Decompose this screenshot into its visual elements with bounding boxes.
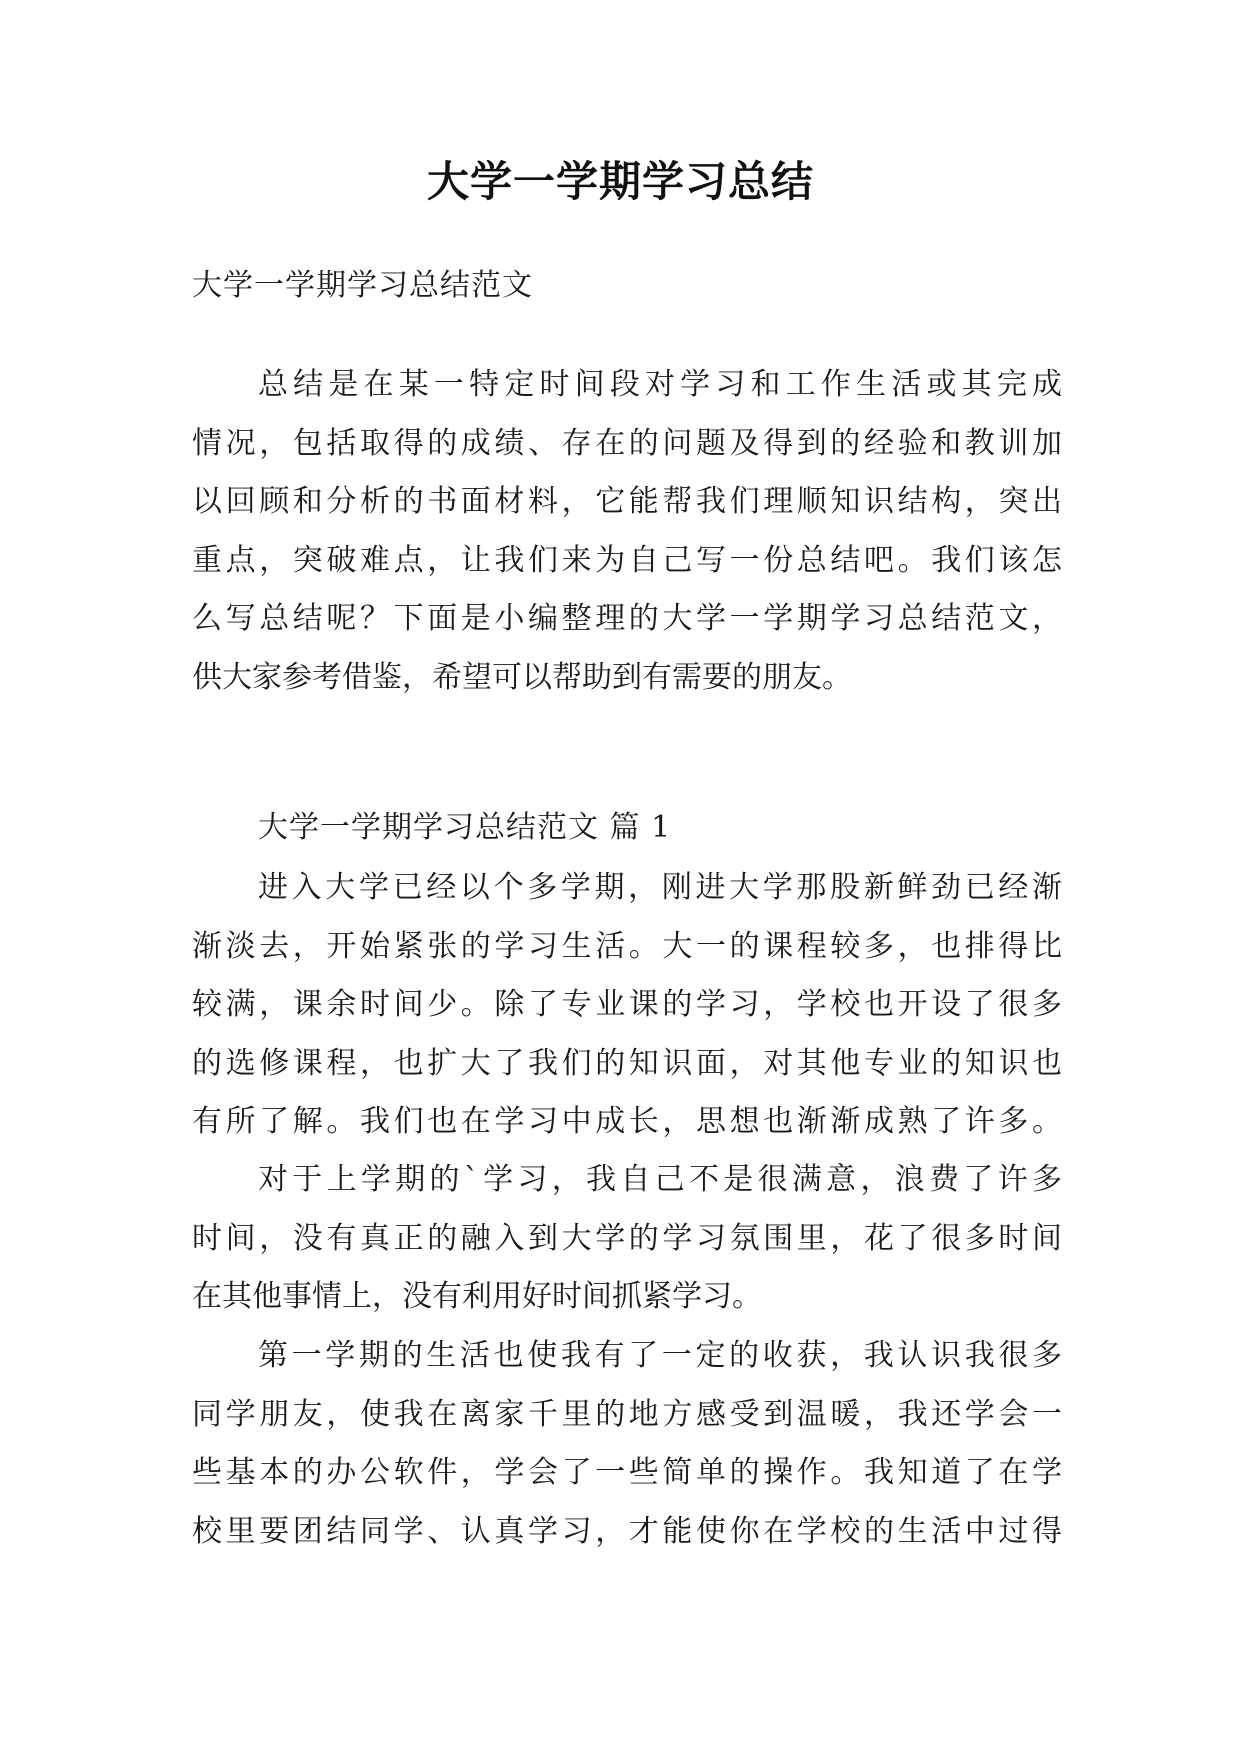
document-subtitle: 大学一学期学习总结范文 <box>192 268 533 303</box>
paragraph-line: 么写总结呢？下面是小编整理的大学一学期学习总结范文， <box>192 601 1062 636</box>
paragraph-line: 对于上学期的`学习，我自己不是很满意，浪费了许多 <box>258 1162 1062 1197</box>
paragraph-line: 供大家参考借鉴，希望可以帮助到有需要的朋友。 <box>192 659 852 695</box>
paragraph-line: 第一学期的生活也使我有了一定的收获，我认识我很多 <box>258 1338 1062 1373</box>
paragraph-line: 的选修课程，也扩大了我们的知识面，对其他专业的知识也 <box>192 1045 1062 1081</box>
paragraph-line: 进入大学已经以个多学期，刚进大学那股新鲜劲已经渐 <box>258 870 1062 905</box>
section-heading: 大学一学期学习总结范文 篇 1 <box>258 810 672 845</box>
paragraph-line: 较满，课余时间少。除了专业课的学习，学校也开设了很多 <box>192 987 1062 1022</box>
paragraph-line: 校里要团结同学、认真学习，才能使你在学校的生活中过得 <box>192 1513 1062 1549</box>
intro-paragraph <box>192 356 1062 707</box>
paragraph-line: 总结是在某一特定时间段对学习和工作生活或其完成 <box>258 367 1062 402</box>
paragraph-line: 重点，突破难点，让我们来为自己写一份总结吧。我们该怎 <box>192 542 1062 578</box>
paragraph-line: 渐淡去，开始紧张的学习生活。大一的课程较多，也排得比 <box>192 928 1062 964</box>
paragraph-line: 同学朋友，使我在离家千里的地方感受到温暖，我还学会一 <box>192 1396 1062 1432</box>
paragraph-line: 以回顾和分析的书面材料，它能帮我们理顺知识结构，突出 <box>192 484 1062 519</box>
paragraph-line: 在其他事情上，没有利用好时间抓紧学习。 <box>192 1279 762 1314</box>
paragraph-line: 有所了解。我们也在学习中成长，思想也渐渐成熟了许多。 <box>192 1104 1062 1139</box>
paragraph-line: 情况，包括取得的成绩、存在的问题及得到的经验和教训加 <box>192 425 1062 461</box>
document-title: 大学一学期学习总结 <box>426 157 814 206</box>
paragraph-line: 些基本的办公软件，学会了一些简单的操作。我知道了在学 <box>192 1455 1062 1490</box>
body-paragraph-2 <box>192 1151 1062 1327</box>
paragraph-line: 时间，没有真正的融入到大学的学习氛围里，花了很多时间 <box>192 1220 1062 1256</box>
body-paragraph-1 <box>192 859 1062 1152</box>
body-paragraph-3 <box>192 1327 1062 1561</box>
